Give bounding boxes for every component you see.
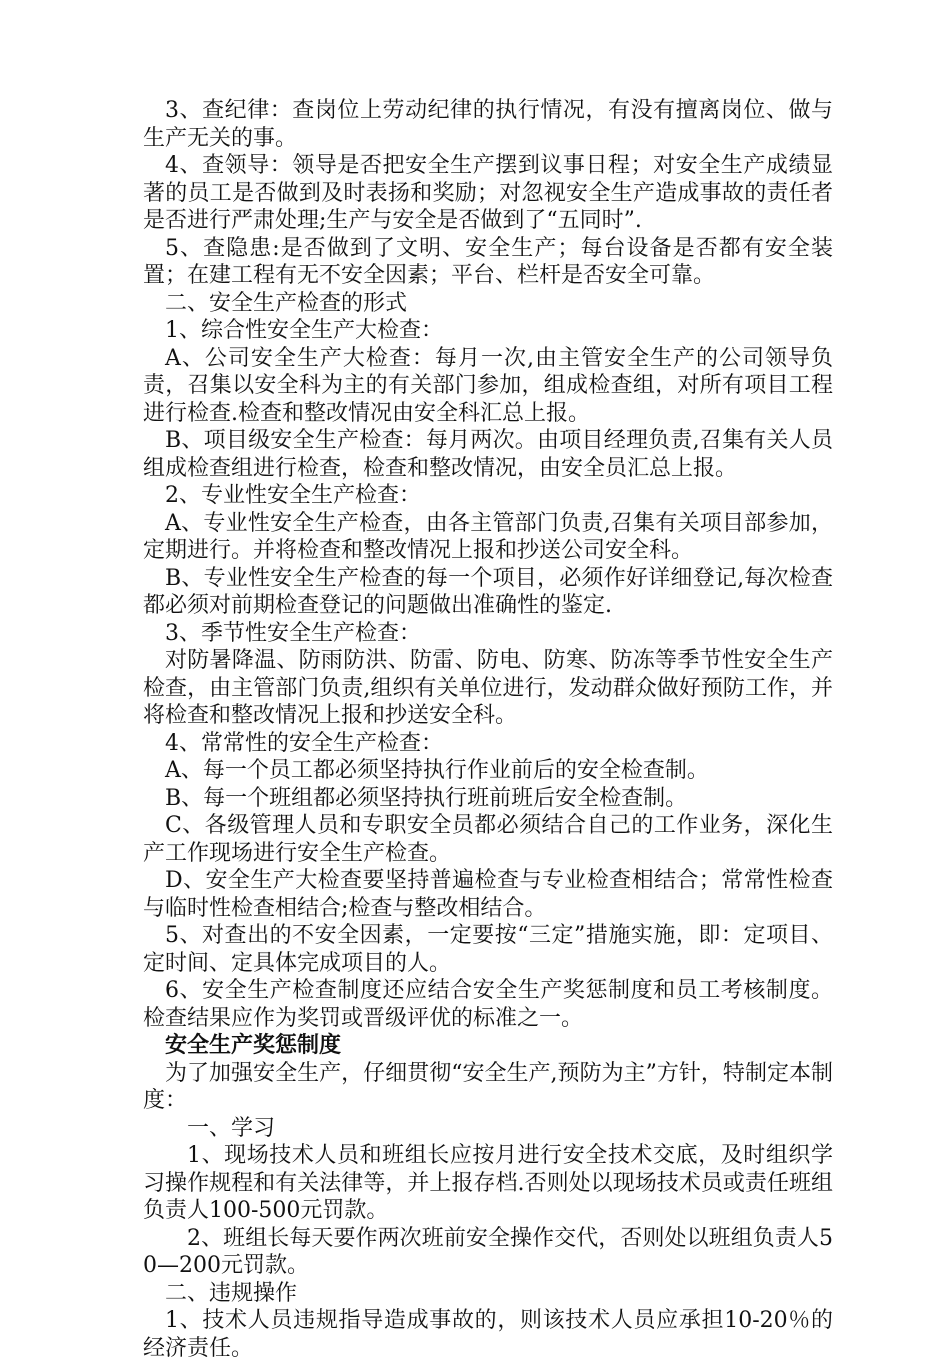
paragraph-regular-b: B、每一个班组都必须坚持执行班前班后安全检查制。 xyxy=(165,785,688,811)
document-body xyxy=(143,97,833,1362)
subsection-specialized-inspection: 2、专业性安全生产检查： xyxy=(165,483,421,508)
paragraph-project-inspection: B、项目级安全生产检查：每月两次。由项目经理负责,召集有关人员组成检查组进行检查，检查和整改情况，由安全员汇总上报。 xyxy=(143,428,833,481)
subsection-regular-inspection: 4、常常性的安全生产检查： xyxy=(165,730,443,756)
paragraph-check-discipline: 3、查纪律：查岗位上劳动纪律的执行情况，有没有擅离岗位、做与生产无关的事。 xyxy=(143,98,833,151)
paragraph-regular-a: A、每一个员工都必须坚持执行作业前后的安全检查制。 xyxy=(165,758,709,783)
paragraph-three-fixed: 5、对查出的不安全因素，一定要按“三定”措施实施，即：定项目、定时间、定具体完成项目的人。 xyxy=(143,923,833,976)
section-title-violations: 二、违规操作 xyxy=(165,1280,298,1306)
paragraph-seasonal: 对防暑降温、防雨防洪、防雷、防电、防寒、防冻等季节性安全生产检查，由主管部门负责,组织有关单位进行，发动群众做好预防工作，并将检查和整改情况上报和抄送安全科。 xyxy=(143,648,833,728)
paragraph-company-inspection: A、公司安全生产大检查：每月一次,由主管安全生产的公司领导负责，召集以安全科为主的有关部门参加，组成检查组，对所有项目工程进行检查.检查和整改情况由安全科汇总上报。 xyxy=(143,345,833,426)
paragraph-regular-c: C、各级管理人员和专职安全员都必须结合自己的工作业务，深化生产工作现场进行安全生产检查。 xyxy=(143,813,833,866)
paragraph-study-1: 1、现场技术人员和班组长应按月进行安全技术交底，及时组织学习操作规程和有关法律等，并上报存档.否则处以现场技术员或责任班组负责人100-500元罚款。 xyxy=(143,1143,833,1223)
paragraph-check-leadership: 4、查领导：领导是否把安全生产摆到议事日程；对安全生产成绩显著的员工是否做到及时表扬和奖励；对忽视安全生产造成事故的责任者是否进行严肃处理;生产与安全是否做到了“五同时”. xyxy=(143,153,833,233)
paragraph-specialized-a: A、专业性安全生产检查，由各主管部门负责,召集有关项目部参加，定期进行。并将检查和整改情况上报和抄送公司安全科。 xyxy=(143,510,833,563)
paragraph-study-2: 2、班组长每天要作两次班前安全操作交代，否则处以班组负责人50—200元罚款。 xyxy=(143,1225,833,1278)
paragraph-specialized-b: B、专业性安全生产检查的每一个项目，必须作好详细登记,每次检查都必须对前期检查登记的问题做出准确性的鉴定. xyxy=(143,565,833,618)
paragraph-violation-1: 1、技术人员违规指导造成事故的，则该技术人员应承担10-20％的经济责任。 xyxy=(143,1308,833,1361)
paragraph-check-hazards: 5、查隐患:是否做到了文明、安全生产；每台设备是否都有安全装置；在建工程有无不安全因素；平台、栏杆是否安全可靠。 xyxy=(143,235,833,288)
subsection-comprehensive-inspection: 1、综合性安全生产大检查： xyxy=(165,318,443,343)
heading-reward-punishment: 安全生产奖惩制度 xyxy=(165,1033,342,1058)
paragraph-reward-link: 6、安全生产检查制度还应结合安全生产奖惩制度和员工考核制度。检查结果应作为奖罚或晋级评优的标准之一。 xyxy=(143,978,833,1031)
subsection-seasonal-inspection: 3、季节性安全生产检查： xyxy=(165,620,421,646)
section-title-study: 一、学习 xyxy=(187,1115,276,1141)
paragraph-purpose: 为了加强安全生产，仔细贯彻“安全生产,预防为主”方针，特制定本制度： xyxy=(143,1060,833,1113)
paragraph-regular-d: D、安全生产大检查要坚持普遍检查与专业检查相结合；常常性检查与临时性检查相结合;检查与整改相结合。 xyxy=(143,868,833,921)
section-title-inspection-forms: 二、安全生产检查的形式 xyxy=(165,290,408,316)
